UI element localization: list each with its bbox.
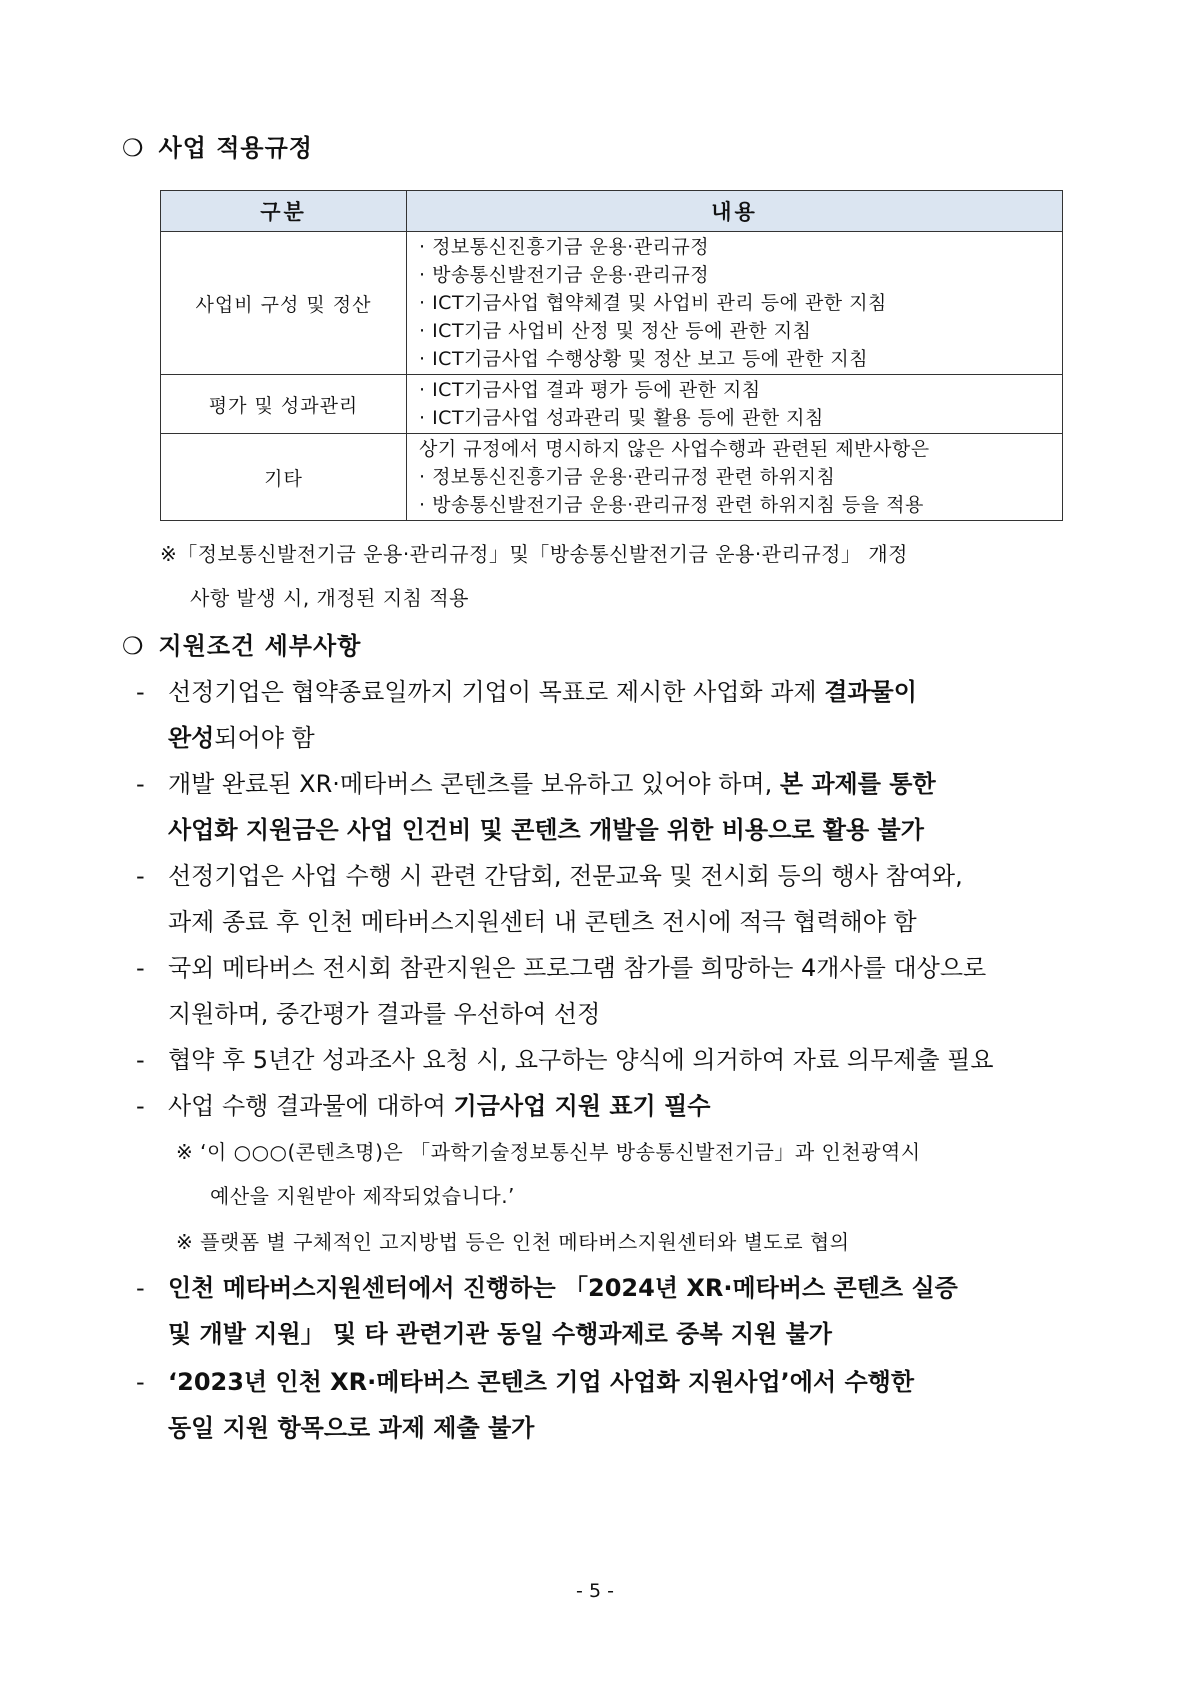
section-title: 사업 적용규정 xyxy=(158,134,313,162)
dash-bullet: - xyxy=(136,1368,145,1396)
content-line: · 방송통신발전기금 운용·관리규정 xyxy=(419,264,710,286)
content-line: · ICT기금사업 결과 평가 등에 관한 지침 xyxy=(419,379,761,401)
item-text-bold: 본 과제를 통한 xyxy=(779,770,936,798)
table-row xyxy=(161,232,1063,375)
note-line: 사항 발생 시, 개정된 지침 적용 xyxy=(190,586,469,610)
item-text: 사업 수행 결과물에 대하여 xyxy=(168,1092,454,1120)
sub-note: 예산을 지원받아 제작되었습니다.’ xyxy=(210,1184,515,1208)
item-text: 개발 완료된 XR·메타버스 콘텐츠를 보유하고 있어야 하며, xyxy=(168,770,780,798)
item-text-bold: 기금사업 지원 표기 필수 xyxy=(453,1092,711,1120)
list-item-continuation xyxy=(168,718,315,753)
item-text-bold: 완성 xyxy=(168,724,215,752)
sub-note: ※ 플랫폼 별 구체적인 고지방법 등은 인천 메타버스지원센터와 별도로 협의 xyxy=(176,1230,850,1254)
circle-bullet-icon: ❍ xyxy=(122,632,145,660)
item-text: 선정기업은 사업 수행 시 관련 간담회, 전문교육 및 전시회 등의 행사 참여와, xyxy=(168,862,963,890)
page-number: - 5 - xyxy=(576,1580,614,1602)
dash-bullet: - xyxy=(136,1274,145,1302)
dash-bullet: - xyxy=(136,862,145,890)
list-item-continuation: 사업화 지원금은 사업 인건비 및 콘텐츠 개발을 위한 비용으로 활용 불가 xyxy=(168,816,924,844)
list-item xyxy=(136,948,986,983)
row-content xyxy=(407,434,1063,521)
item-text-bold: ‘2023년 인천 XR·메타버스 콘텐츠 기업 사업화 지원사업’에서 수행한 xyxy=(168,1368,915,1396)
row-content xyxy=(407,232,1063,375)
list-item-continuation: 동일 지원 항목으로 과제 제출 불가 xyxy=(168,1414,535,1442)
item-text-bold: 인천 메타버스지원센터에서 진행하는 「2024년 XR·메타버스 콘텐츠 실증 xyxy=(168,1274,958,1302)
content-line: · 방송통신발전기금 운용·관리규정 관련 하위지침 등을 적용 xyxy=(419,494,924,516)
content-line: · 정보통신진흥기금 운용·관리규정 xyxy=(419,236,710,258)
section-heading-conditions xyxy=(122,626,361,661)
content-line: · ICT기금 사업비 산정 및 정산 등에 관한 지침 xyxy=(419,320,812,342)
content-line: 상기 규정에서 명시하지 않은 사업수행과 관련된 제반사항은 xyxy=(419,438,930,460)
header-category: 구분 xyxy=(161,191,407,232)
list-item xyxy=(136,672,917,707)
list-item xyxy=(136,1040,994,1075)
note-line: ※「정보통신발전기금 운용·관리규정」및「방송통신발전기금 운용·관리규정」 개정 xyxy=(160,542,908,566)
content-line: · ICT기금사업 수행상황 및 정산 보고 등에 관한 지침 xyxy=(419,348,869,370)
header-content: 내용 xyxy=(407,191,1063,232)
rules-table xyxy=(160,190,1063,521)
table-row xyxy=(161,434,1063,521)
content-line: · ICT기금사업 성과관리 및 활용 등에 관한 지침 xyxy=(419,407,824,429)
list-item xyxy=(136,1086,710,1121)
item-text: 국외 메타버스 전시회 참관지원은 프로그램 참가를 희망하는 4개사를 대상으로 xyxy=(168,954,987,982)
row-category: 사업비 구성 및 정산 xyxy=(161,232,407,375)
table-row xyxy=(161,375,1063,434)
list-item xyxy=(136,1362,914,1397)
item-text: 선정기업은 협약종료일까지 기업이 목표로 제시한 사업화 과제 xyxy=(168,678,825,706)
dash-bullet: - xyxy=(136,1046,145,1074)
row-category: 기타 xyxy=(161,434,407,521)
circle-bullet-icon: ❍ xyxy=(122,134,145,162)
sub-note: ※ ‘이 ○○○(콘텐츠명)은 「과학기술정보통신부 방송통신발전기금」과 인천광역시 xyxy=(176,1140,921,1164)
dash-bullet: - xyxy=(136,1092,145,1120)
list-item-continuation: 지원하며, 중간평가 결과를 우선하여 선정 xyxy=(168,1000,601,1028)
section-title: 지원조건 세부사항 xyxy=(158,632,362,660)
content-line: · 정보통신진흥기금 운용·관리규정 관련 하위지침 xyxy=(419,466,836,488)
table-header-row xyxy=(161,191,1063,232)
item-text: 되어야 함 xyxy=(214,724,315,752)
dash-bullet: - xyxy=(136,678,145,706)
item-text: 협약 후 5년간 성과조사 요청 시, 요구하는 양식에 의거하여 자료 의무제출 필요 xyxy=(168,1046,994,1074)
dash-bullet: - xyxy=(136,770,145,798)
list-item xyxy=(136,1268,958,1303)
content-line: · ICT기금사업 협약체결 및 사업비 관리 등에 관한 지침 xyxy=(419,292,887,314)
item-text-bold: 결과물이 xyxy=(824,678,917,706)
dash-bullet: - xyxy=(136,954,145,982)
section-heading-rules xyxy=(122,128,313,163)
row-category: 평가 및 성과관리 xyxy=(161,375,407,434)
row-content xyxy=(407,375,1063,434)
list-item-continuation: 및 개발 지원」 및 타 관련기관 동일 수행과제로 중복 지원 불가 xyxy=(168,1320,832,1348)
list-item xyxy=(136,856,963,891)
list-item xyxy=(136,764,936,799)
list-item-continuation: 과제 종료 후 인천 메타버스지원센터 내 콘텐츠 전시에 적극 협력해야 함 xyxy=(168,908,917,936)
